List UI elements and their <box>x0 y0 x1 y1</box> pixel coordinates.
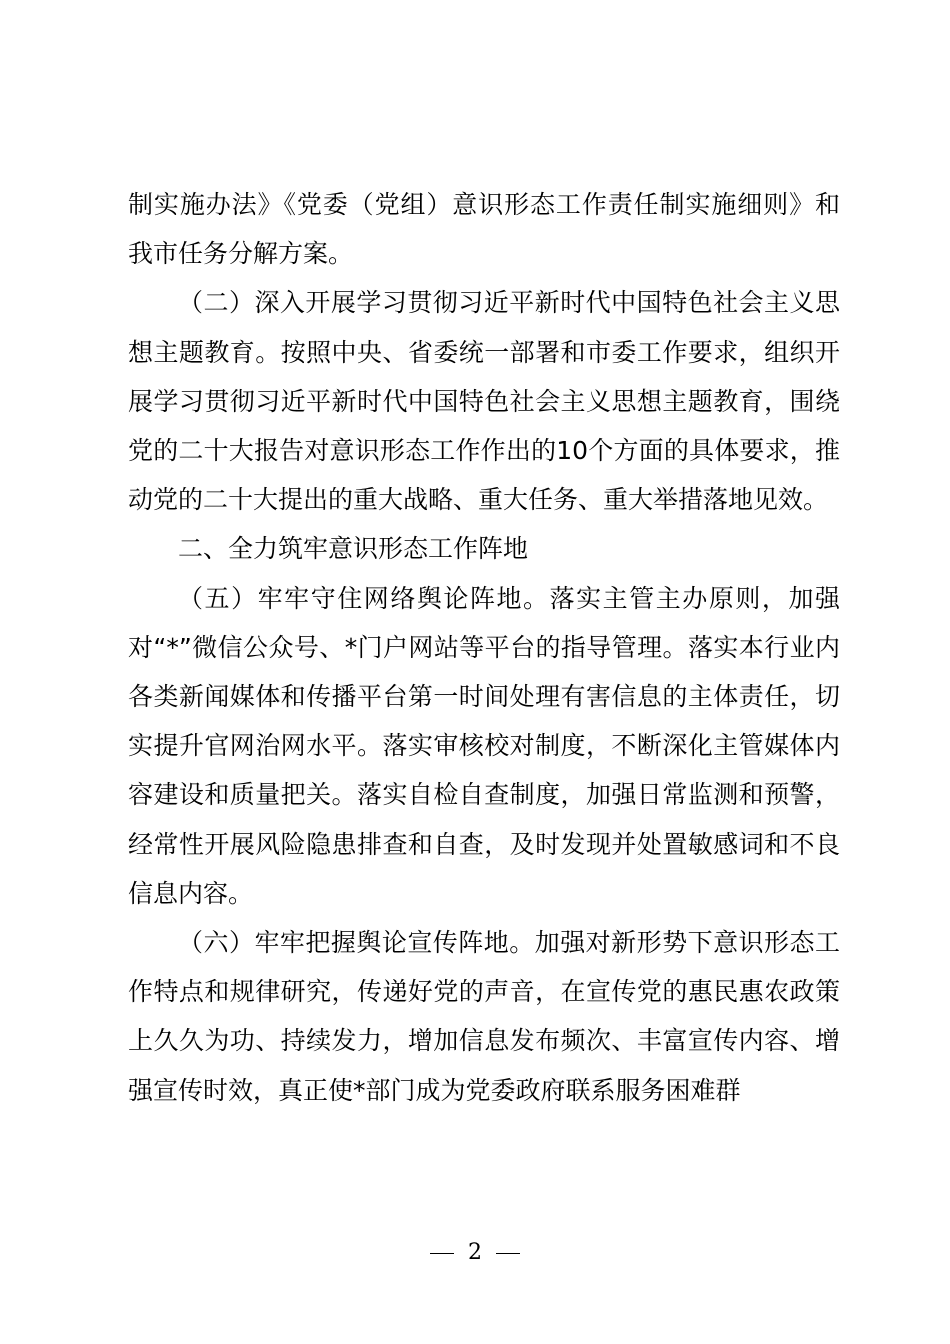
page-footer <box>0 1238 950 1268</box>
paragraph-section-two-study: （二）深入开展学习贯彻习近平新时代中国特色社会主义思想主题教育。按照中央、省委统一部署和市委工作要求，组织开展学习贯彻习近平新时代中国特色社会主义思想主题教育，围绕党的二十大报告对意识形态工作作出的10个方面的具体要求，推动党的二十大提出的重大战略、重大任务、重大举措落地见效。 <box>128 288 840 515</box>
left-dash <box>430 1253 454 1254</box>
section-heading: 二、全力筑牢意识形态工作阵地 <box>178 534 529 564</box>
paragraph-section-five-network: （五）牢牢守住网络舆论阵地。落实主管主办原则，加强对“*”微信公众号、*门户网站等平台的指导管理。落实本行业内各类新闻媒体和传播平台第一时间处理有害信息的主体责任，切实提升官网治网水平。落实审核校对制度，不断深化主管媒体内容建设和质量把关。落实自检自查制度，加强日常监测和预警，经常性开展风险隐患排查和自查，及时发现并处置敏感词和不良信息内容。 <box>128 583 840 908</box>
page-number: 2 <box>468 1240 482 1265</box>
document-body <box>128 180 840 1115</box>
right-dash <box>496 1253 520 1254</box>
paragraph-continuation: 制实施办法》《党委（党组）意识形态工作责任制实施细则》和我市任务分解方案。 <box>128 190 840 269</box>
paragraph-section-six-publicity: （六）牢牢把握舆论宣传阵地。加强对新形势下意识形态工作特点和规律研究，传递好党的声音，在宣传党的惠民惠农政策上久久为功、持续发力，增加信息发布频次、丰富宣传内容、增强宣传时效，真正使*部门成为党委政府联系服务困难群 <box>128 928 840 1105</box>
